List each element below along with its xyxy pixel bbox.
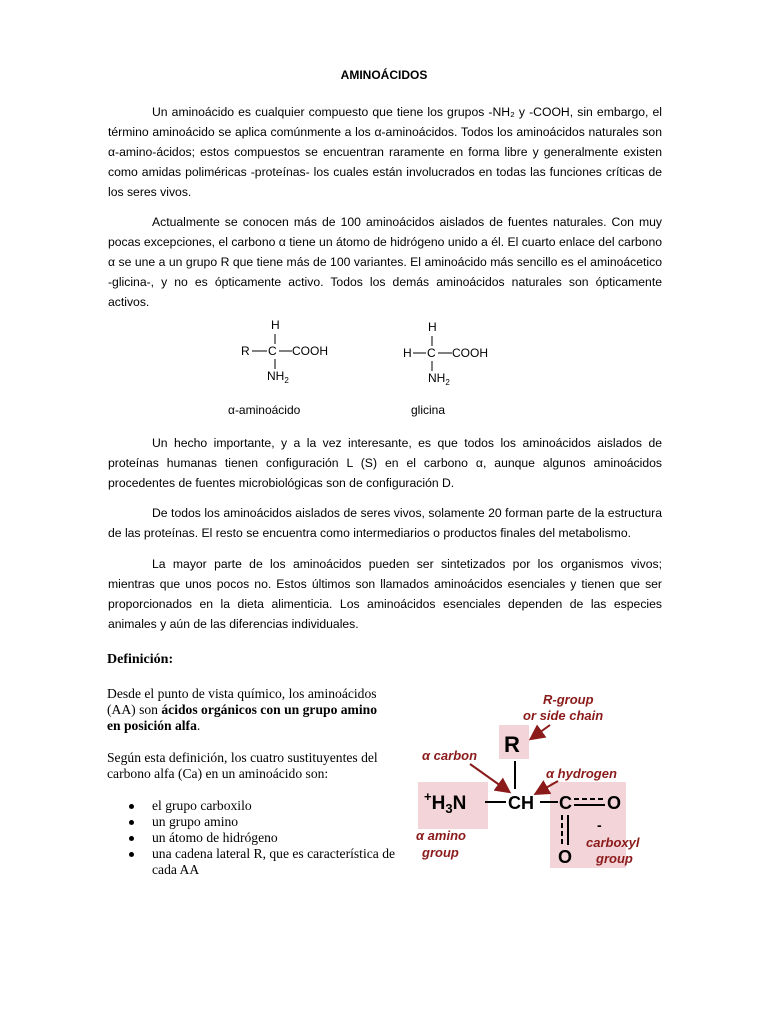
alpha-hydrogen-label: α hydrogen (546, 766, 617, 781)
side-chain-label: or side chain (523, 708, 604, 723)
alpha-left-group: R (241, 344, 250, 358)
carboxyl-carbon: C (559, 793, 572, 813)
paragraph-4 (108, 503, 662, 543)
r-symbol: R (504, 732, 520, 757)
list-item: el grupo carboxilo (107, 798, 397, 814)
carboxyl-group-label-2: group (596, 851, 633, 866)
paragraph-5 (108, 554, 662, 634)
paragraph-3 (108, 433, 662, 493)
definition-text-2: Según esta definición, los cuatro sustituyentes del carbono alfa (Ca) en un aminoácido son: (107, 750, 378, 781)
glycine-center-atom: C (427, 346, 436, 360)
alpha-aminoacid-structure (230, 312, 350, 392)
alpha-right-group: COOH (292, 344, 328, 358)
alpha-aminoacid-caption: α-aminoácido (228, 403, 301, 417)
definition-text-1: Desde el punto de vista químico, los aminoácidos (AA) son ácidos orgánicos con un grupo amino en posición alfa. (107, 686, 378, 733)
substituents-list (107, 798, 397, 878)
alpha-center-atom: C (268, 344, 277, 358)
carbonyl-oxygen: O (607, 793, 622, 813)
alpha-carbon-label: α carbon (422, 748, 478, 763)
paragraph-2 (108, 212, 662, 312)
amino-group-label: α amino (416, 828, 466, 843)
amino-acid-diagram (400, 685, 650, 870)
list-item: una cadena lateral R, que es característica de cada AA (107, 846, 397, 878)
paragraph-1 (108, 102, 662, 202)
amino-group-label-2: group (422, 845, 459, 860)
r-group-label: R-group (543, 692, 594, 707)
alpha-carbon-ch: CH (508, 793, 534, 813)
glycine-top-atom: H (428, 320, 437, 334)
paragraph-2-text: Actualmente se conocen más de 100 aminoácidos aislados de fuentes naturales. Con muy pocas excepciones, el carbono α tiene un átomo de hidrógeno unido a él. El cuarto enlace del carbono α se une a un grupo R que tiene más de 100 variantes. El aminoácido más sencillo es el aminoácetico -glicina-, y no es ópticamente activo. Todos los demás aminoácidos naturales son ópticamente activos. (108, 215, 662, 309)
paragraph-5-text: La mayor parte de los aminoácidos pueden ser sintetizados por los organismos vivos; mientras que unos pocos no. Estos últimos son llamados aminoácidos esenciales y tienen que ser proporcionados en la dieta alimenticia. Los aminoácidos esenciales dependen de las especies animales y aún de las diferencias individuales. (108, 557, 662, 631)
alpha-top-atom: H (271, 318, 280, 332)
paragraph-3-text: Un hecho importante, y a la vez interesante, es que todos los aminoácidos aislados de proteínas humanas tienen configuración L (S) en el carbono α, aunque algunos aminoácidos procedentes de fuentes microbiológicas son de configuración D. (108, 436, 662, 490)
negative-charge: - (597, 817, 602, 833)
definition-bold-phrase: ácidos orgánicos con un grupo amino en posición alfa (107, 702, 378, 733)
carboxyl-group-label: carboxyl (586, 835, 640, 850)
paragraph-4-text: De todos los aminoácidos aislados de seres vivos, solamente 20 forman parte de la estructura de las proteínas. El resto se encuentra como intermediarios o productos finales del metabolismo. (108, 506, 662, 540)
amino-group-text: $^+H_3N$ (424, 789, 467, 816)
definition-heading: Definición: (107, 652, 174, 667)
glycine-caption: glicina (411, 403, 446, 417)
glycine-bottom-group: $NH_2$ (428, 371, 450, 387)
page-title: AMINOÁCIDOS (340, 68, 428, 82)
list-item: un grupo amino (107, 814, 397, 830)
hydroxyl-oxygen: O (558, 847, 573, 867)
paragraph-1-text: Un aminoácido es cualquier compuesto que tiene los grupos -NH₂ y -COOH, sin embargo, el término aminoácido se aplica comúnmente a los α-aminoácidos. Todos los aminoácidos naturales son α-amino-ácidos; estos compuestos se encuentran raramente en forma libre y generalmente existen como amidas poliméricas -proteínas- los cuales están involucrados en todas las funciones críticas de los seres vivos. (108, 105, 662, 199)
glycine-left-atom: H (403, 346, 412, 360)
glycine-right-group: COOH (452, 346, 488, 360)
glycine-structure (398, 314, 518, 394)
alpha-bottom-group: $NH_2$ (267, 369, 289, 385)
list-item: un átomo de hidrógeno (107, 830, 397, 846)
